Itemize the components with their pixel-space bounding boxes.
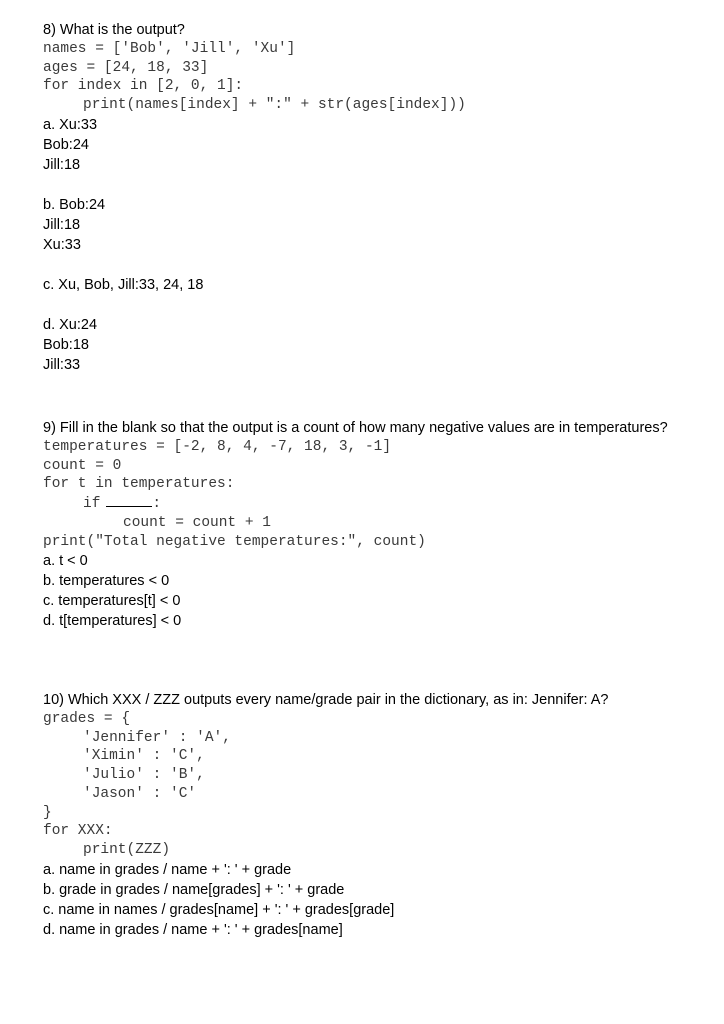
option-line: Jill:18: [43, 156, 81, 173]
code-colon: :: [152, 496, 162, 513]
option-line: Jill:18: [43, 216, 81, 233]
option-d: [43, 315, 713, 375]
option-c: c. name in names / grades[name] + ': ' + grades[grade]: [43, 901, 395, 918]
code-line: count = 0: [43, 457, 122, 474]
question-9: [43, 418, 713, 631]
code-line: 'Julio' : 'B',: [83, 767, 205, 784]
option-b: b. grade in grades / name[grades] + ': ' + grade: [43, 881, 345, 898]
option-d: d. name in grades / name + ': ' + grades[name]: [43, 921, 343, 938]
code-line: grades = {: [43, 711, 131, 727]
option-b: b. temperatures < 0: [43, 573, 170, 590]
code-line: print("Total negative temperatures:", count): [43, 533, 426, 550]
code-line-if-blank: [43, 494, 713, 514]
fill-in-blank: [106, 494, 152, 507]
option-line: c. Xu, Bob, Jill:33, 24, 18: [43, 276, 204, 293]
option-a: a. name in grades / name + ': ' + grade: [43, 861, 292, 878]
code-line: temperatures = [-2, 8, 4, -7, 18, 3, -1]: [43, 439, 392, 455]
code-line: for XXX:: [43, 823, 113, 840]
option-line: Xu:33: [43, 236, 81, 253]
question-8: [43, 20, 713, 375]
code-line: }: [43, 804, 52, 821]
option-line: a. Xu:33: [43, 116, 98, 133]
code-line: 'Ximin' : 'C',: [83, 748, 205, 765]
code-line: count = count + 1: [123, 514, 271, 531]
option-a: a. t < 0: [43, 553, 88, 570]
option-line: d. Xu:24: [43, 316, 98, 333]
option-line: Bob:24: [43, 136, 89, 153]
option-c: c. temperatures[t] < 0: [43, 593, 181, 610]
option-b: [43, 195, 713, 255]
option-d: d. t[temperatures] < 0: [43, 613, 182, 630]
code-line: 'Jennifer' : 'A',: [83, 729, 231, 746]
option-c: [43, 275, 713, 295]
option-line: b. Bob:24: [43, 196, 106, 213]
code-keyword-if: if: [83, 496, 101, 513]
option-a: [43, 115, 713, 175]
code-line: ages = [24, 18, 33]: [43, 59, 209, 76]
code-line: print(ZZZ): [83, 841, 171, 858]
question-10: [43, 690, 713, 940]
code-line: for index in [2, 0, 1]:: [43, 78, 244, 95]
option-line: Jill:33: [43, 356, 81, 373]
code-line: print(names[index] + ":" + str(ages[index])): [83, 97, 466, 114]
code-line: names = ['Bob', 'Jill', 'Xu']: [43, 41, 296, 57]
question-9-prompt: 9) Fill in the blank so that the output is a count of how many negative values are in temperatures?: [43, 420, 668, 436]
question-10-prompt: 10) Which XXX / ZZZ outputs every name/grade pair in the dictionary, as in: Jennifer: A?: [43, 692, 609, 708]
question-8-prompt: 8) What is the output?: [43, 22, 185, 38]
option-line: Bob:18: [43, 336, 89, 353]
code-line: for t in temperatures:: [43, 476, 235, 493]
code-line: 'Jason' : 'C': [83, 785, 197, 802]
